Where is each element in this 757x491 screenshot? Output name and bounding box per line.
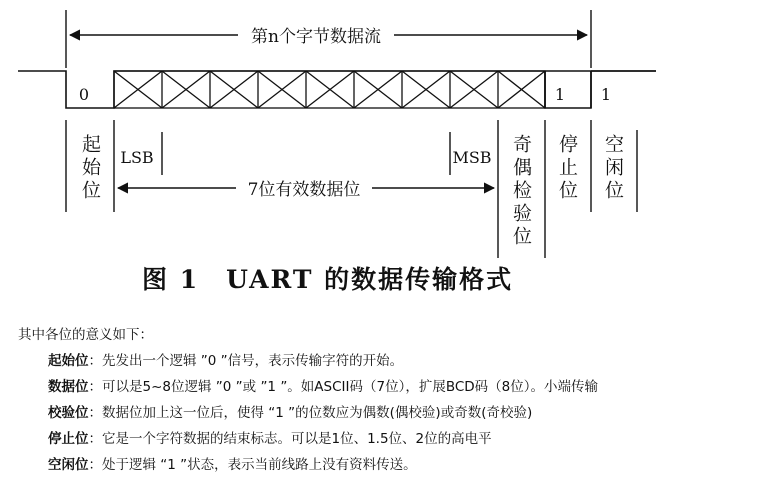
notes-intro: 其中各位的意义如下： xyxy=(18,327,153,343)
note-term: 数据位 xyxy=(48,379,89,395)
note-start-bit xyxy=(0,348,757,374)
data-bit-cells xyxy=(114,71,545,108)
parity-bit-label: 奇偶检验位 xyxy=(510,134,532,249)
data-bits-label: 7位有效数据位 xyxy=(247,180,361,200)
stop-bit-value: 1 xyxy=(554,85,566,104)
msb-label: MSB xyxy=(452,148,492,167)
stop-bit-label: 停止位 xyxy=(556,134,578,203)
note-stop-bit xyxy=(0,426,757,452)
start-bit-label: 起始位 xyxy=(79,134,101,203)
bit-meaning-notes xyxy=(0,322,757,478)
note-term: 空闲位 xyxy=(48,457,89,473)
lsb-label: LSB xyxy=(120,148,154,167)
note-term: 起始位 xyxy=(48,353,89,369)
note-term: 停止位 xyxy=(48,431,89,447)
note-text: ：数据位加上这一位后，使得 “1 ”的位数应为偶数(偶校验)或奇数(奇校验) xyxy=(88,405,533,421)
start-bit-value: 0 xyxy=(78,85,90,104)
note-idle-bit xyxy=(0,452,757,478)
note-parity-bit xyxy=(0,400,757,426)
note-text: ：它是一个字符数据的结束标志。可以是1位、1.5位、2位的高电平 xyxy=(88,431,492,447)
note-data-bits xyxy=(0,374,757,400)
idle-label: 空闲位 xyxy=(602,134,624,203)
stream-label: 第n个字节数据流 xyxy=(251,27,381,47)
note-text: ：处于逻辑 “1 ”状态，表示当前线路上没有资料传送。 xyxy=(88,457,417,473)
note-term: 校验位 xyxy=(48,405,89,421)
figure-caption: 图 1 UART 的数据传输格式 xyxy=(142,265,514,294)
note-text: ：可以是5~8位逻辑 ”0 ”或 ”1 ”。如ASCII码（7位），扩展BCD码（8位）。小端传输 xyxy=(88,379,599,395)
idle-bit-value: 1 xyxy=(600,85,612,104)
note-text: ：先发出一个逻辑 ”0 ”信号，表示传输字符的开始。 xyxy=(88,353,404,369)
